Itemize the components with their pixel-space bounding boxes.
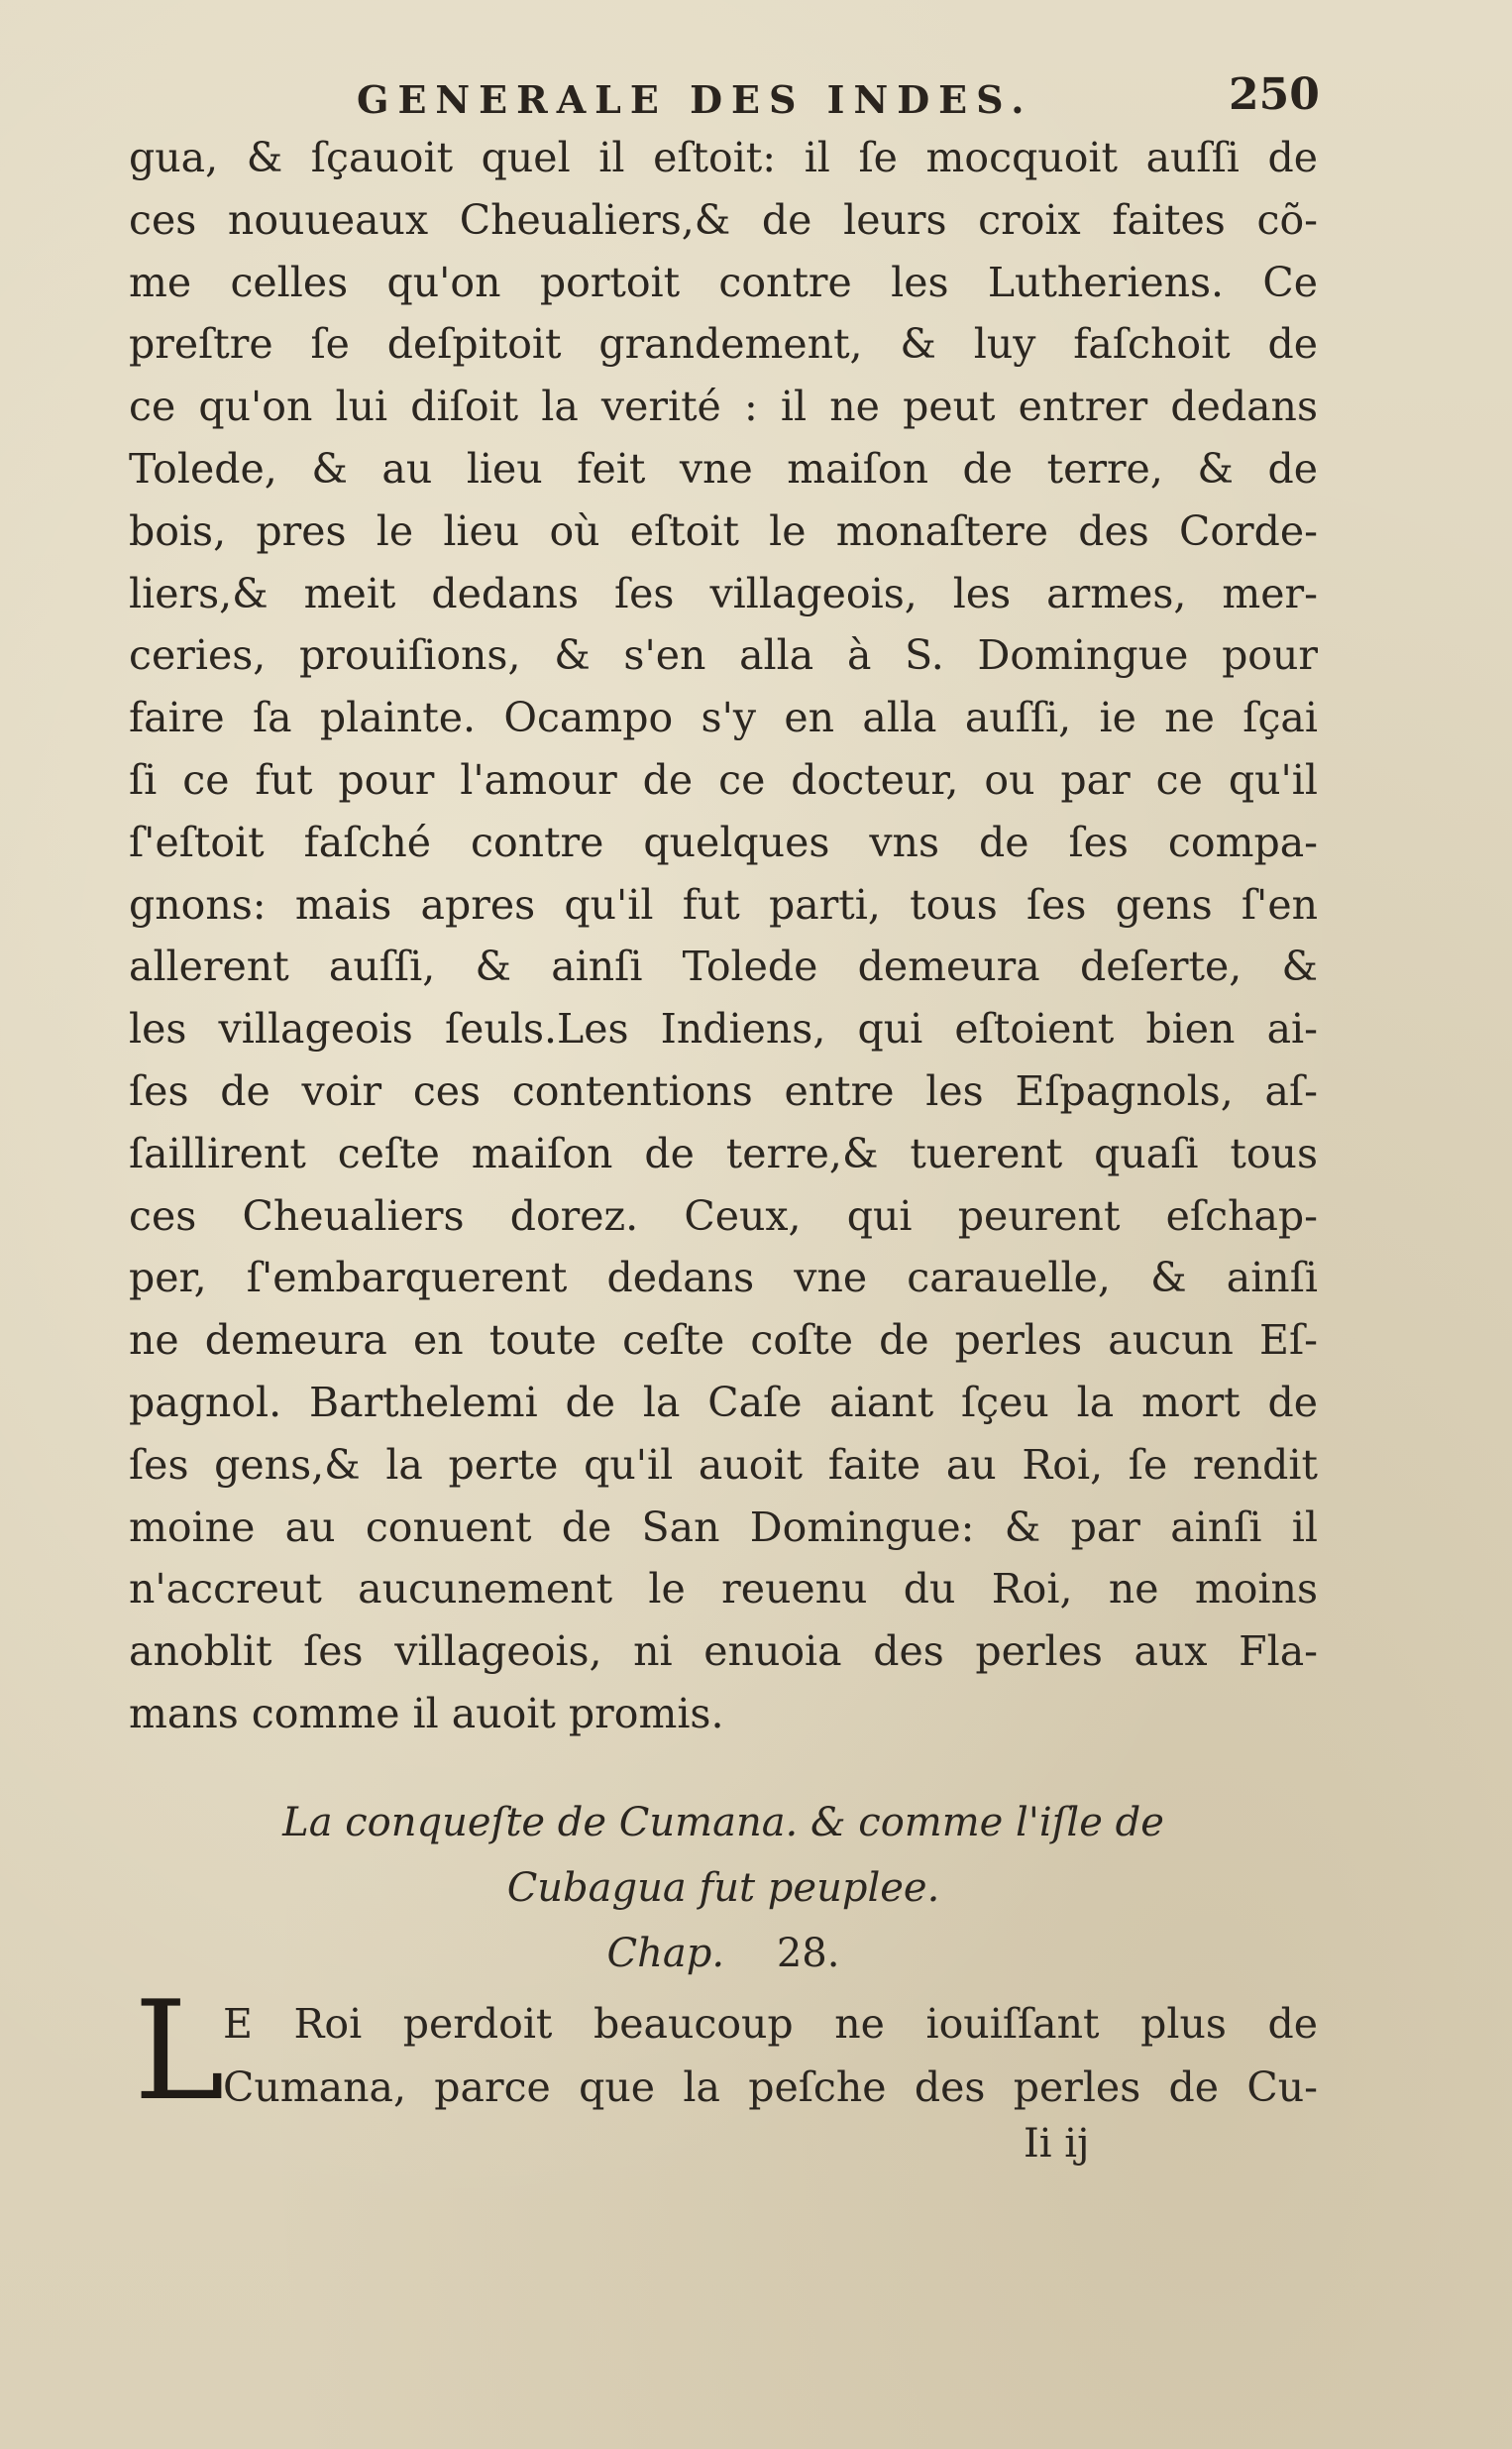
chapter-opening — [134, 1971, 1318, 2131]
chapter-title-line: Cubagua fut peuplee. — [506, 1865, 940, 1911]
text-line: liers,& meit dedans ſes villageois, les armes, mer- — [129, 569, 1318, 617]
text-line: ſaillirent ceſte maiſon de terre,& tuerent quaſi tous — [129, 1129, 1318, 1177]
text-line: ces nouueaux Cheualiers,& de leurs croix faites cõ- — [129, 195, 1318, 244]
text-line: per, ſ'embarquerent dedans vne carauelle, & ainſi — [129, 1254, 1318, 1302]
text-line: ſes gens,& la perte qu'il auoit faite au Roi, ſe rendit — [129, 1440, 1318, 1489]
page-number: 250 — [1229, 69, 1320, 120]
signature-mark: Ii ij — [1024, 2121, 1090, 2167]
chapter-title-line: La conqueſte de Cumana. & comme l'iſle de — [282, 1800, 1164, 1845]
text-line: ces Cheualiers dorez. Ceux, qui peurent eſchap- — [129, 1191, 1318, 1240]
text-line: ſ'eſtoit faſché contre quelques vns de ſes compa- — [129, 818, 1318, 866]
text-line: moine au conuent de San Domingue: & par ainſi il — [129, 1503, 1318, 1551]
text-line: me celles qu'on portoit contre les Lutheriens. Ce — [129, 258, 1318, 306]
text-line: les villageois ſeuls.Les Indiens, qui eſtoient bien ai- — [129, 1005, 1318, 1054]
text-line: gnons: mais apres qu'il fut parti, tous ſes gens ſ'en — [129, 880, 1318, 929]
text-line: n'accreut aucunement le reuenu du Roi, ne moins — [129, 1565, 1318, 1614]
text-line: anoblit ſes villageois, ni enuoia des perles aux Fla- — [129, 1627, 1318, 1676]
text-line: ceries, prouiſions, & s'en alla à S. Domingue pour — [129, 631, 1318, 680]
text-line: allerent auſſi, & ainſi Tolede demeura deſerte, & — [129, 943, 1318, 991]
text-line: ne demeura en toute ceſte coſte de perles aucun Eſ- — [129, 1316, 1318, 1365]
text-line: bois, pres le lieu où eſtoit le monaſtere des Corde- — [129, 506, 1318, 555]
text-line: Tolede, & au lieu feit vne maiſon de terre, & de — [129, 444, 1318, 493]
text-line: gua, & ſçauoit quel il eſtoit: il ſe mocquoit auſſi de — [129, 134, 1318, 181]
text-line: ſes de voir ces contentions entre les Eſpagnols, aſ- — [129, 1066, 1318, 1115]
running-title: GENERALE DES INDES. — [357, 77, 1033, 122]
text-line: mans comme il auoit promis. — [129, 1689, 724, 1737]
text-line: ſi ce fut pour l'amour de ce docteur, ou par ce qu'il — [129, 755, 1318, 804]
body-text — [129, 127, 1318, 1745]
chapter-number: 28. — [776, 1931, 840, 1976]
text-line: E Roi perdoit beaucoup ne iouiſſant plus de — [223, 2000, 1318, 2048]
text-line: preſtre ſe deſpitoit grandement, & luy faſchoit de — [129, 320, 1318, 369]
text-line: pagnol. Barthelemi de la Caſe aiant ſçeu la mort de — [129, 1378, 1318, 1426]
text-line: faire ſa plainte. Ocampo s'y en alla auſſi, ie ne ſçai — [129, 694, 1318, 742]
text-line: Cumana, parce que la peſche des perles de Cu- — [223, 2063, 1318, 2111]
text-line: ce qu'on lui diſoit la verité : il ne peut entrer dedans — [129, 383, 1318, 431]
chapter-heading — [129, 1790, 1318, 1986]
chapter-label: Chap. — [606, 1931, 725, 1976]
drop-cap: L — [134, 1971, 225, 2131]
chapter-label-line — [129, 1921, 1318, 1986]
